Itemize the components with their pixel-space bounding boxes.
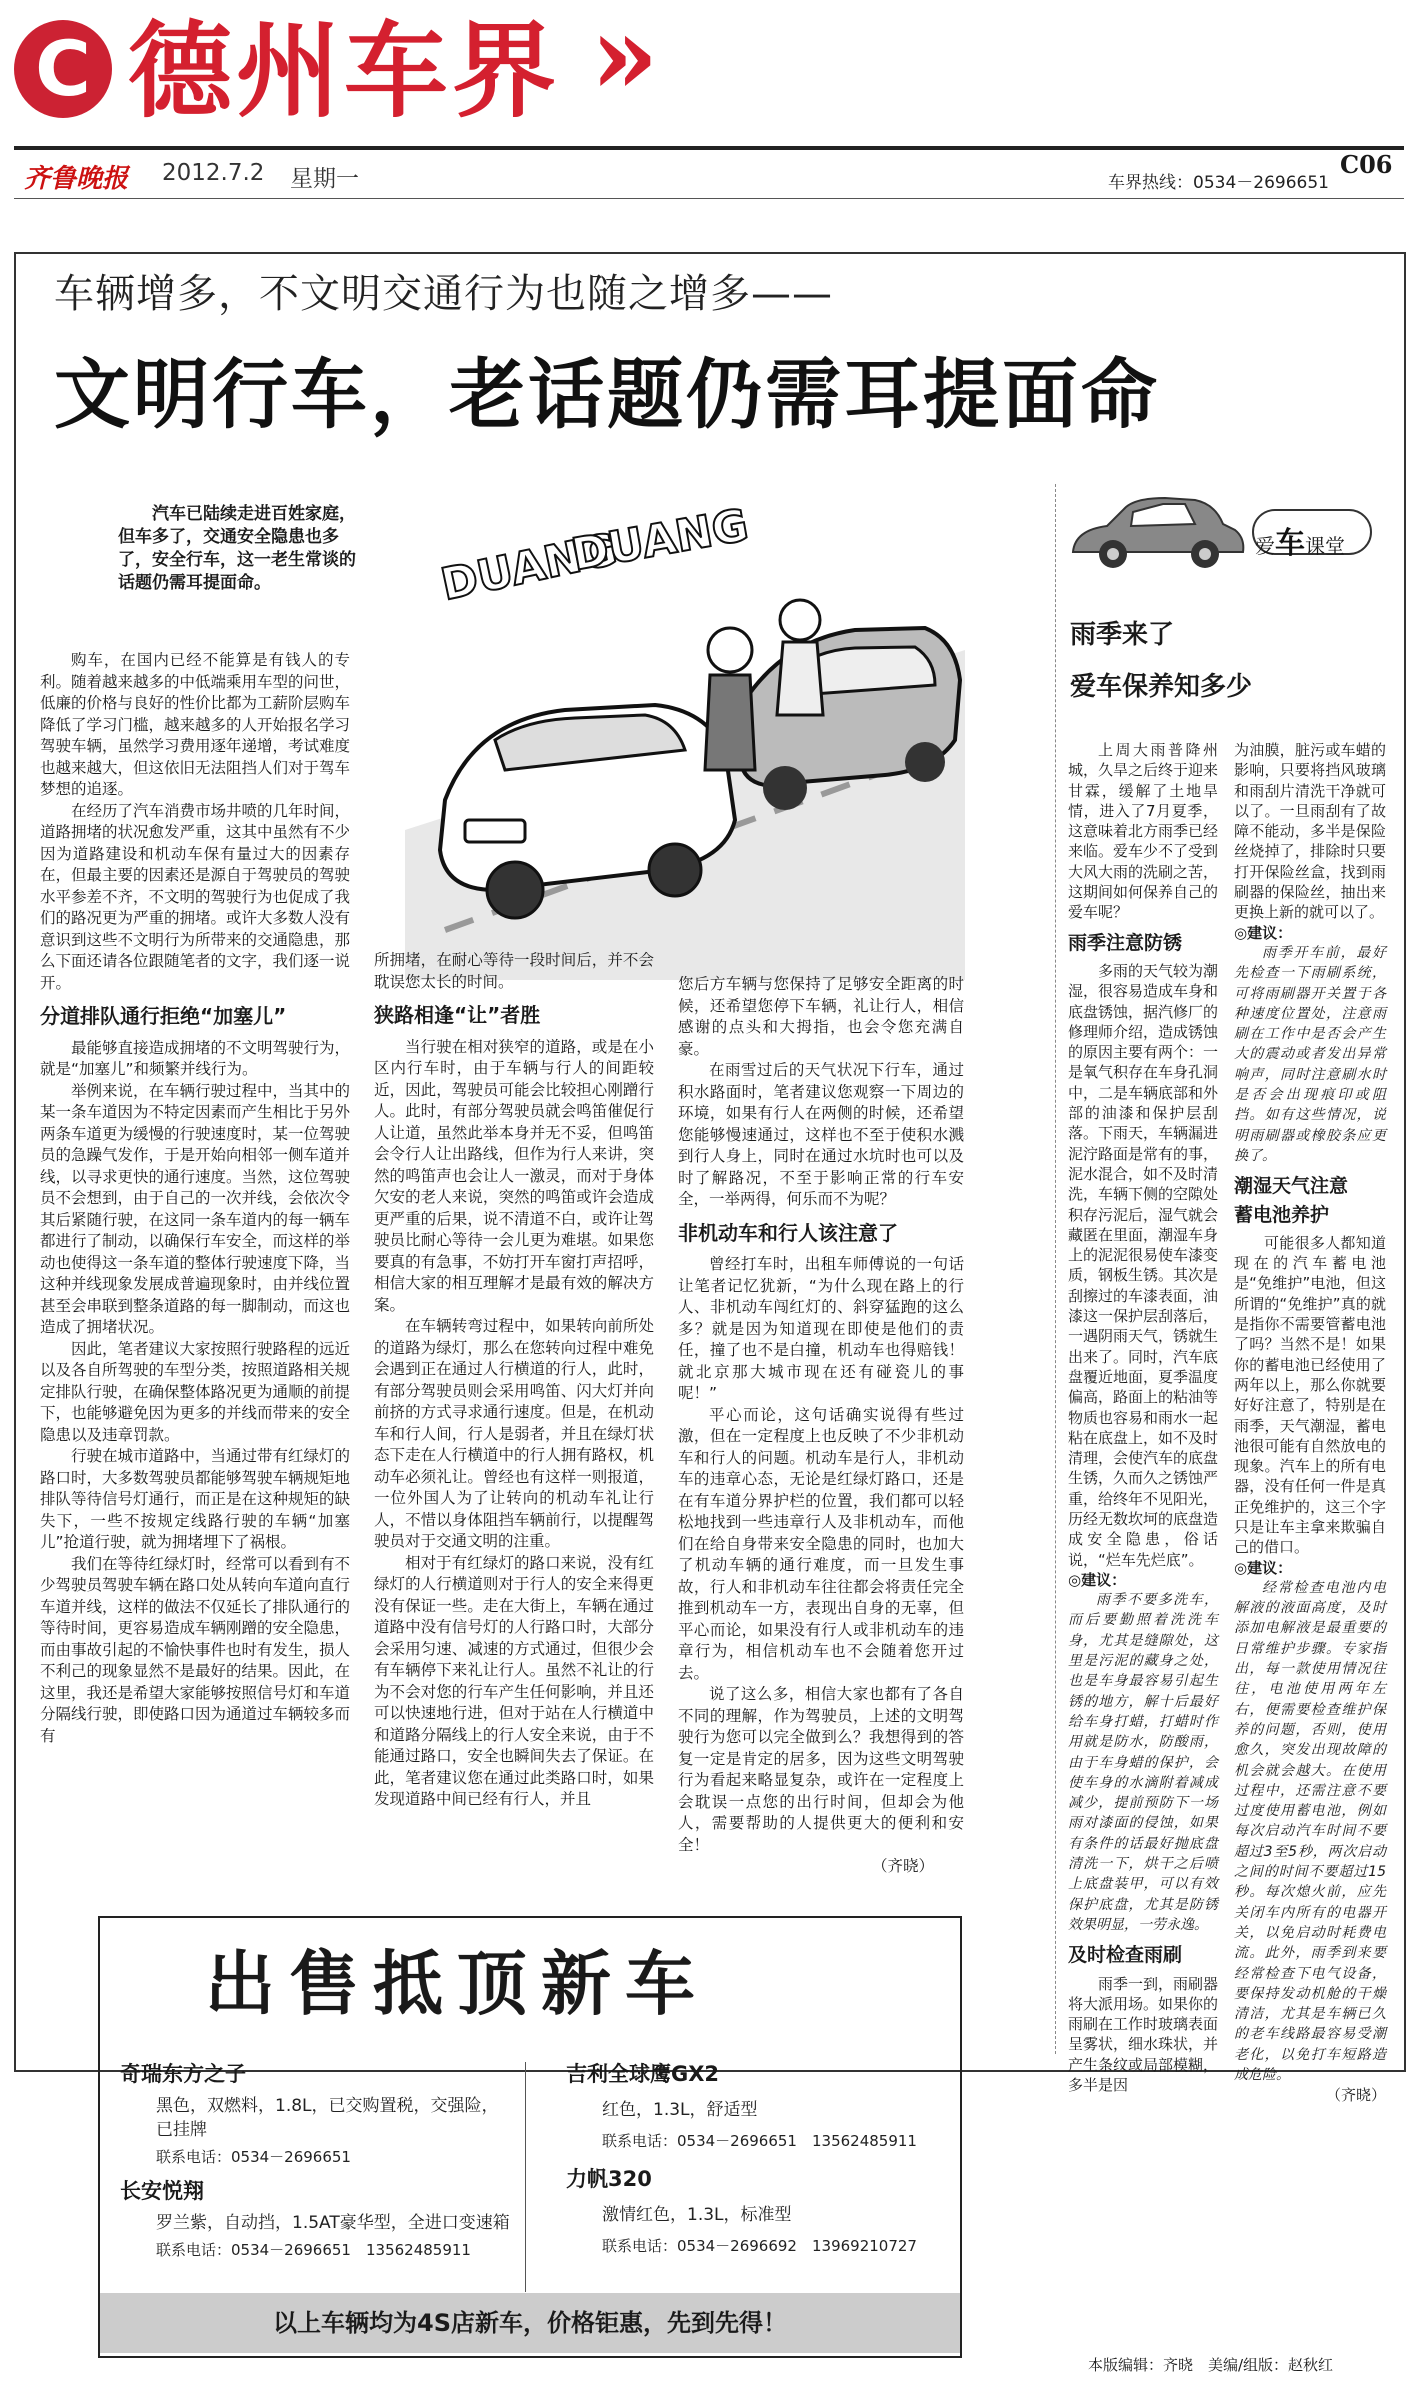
- lead-text: 汽车已陆续走进百姓家庭，但车多了，交通安全隐患也多了，安全行车，这一老生常谈的话题仍需耳提面命。: [118, 504, 356, 593]
- editor-credits: 本版编辑：齐晓 美编/组版：赵秋红: [1088, 2356, 1334, 2374]
- tip-icon: ◎: [1068, 1570, 1082, 1589]
- ad-car-model: 长安悦翔: [120, 2179, 204, 2203]
- body-paragraph: 相对于有红绿灯的路口来说，没有红绿灯的人行横道则对于行人的安全来得更没有保证一些。走在大街上，车辆在通过道路中没有信号灯的人行路口时，大部分会采用匀速、减速的方式通过，但很少会有车辆停下来礼让行人。虽然不礼让的行为不会对您的行车产生任何影响，并且还可以快速地行进，但对于站在人行横道中和道路分隔线上的行人安全来说，由于不能通过路口，安全也瞬间失去了保证。在此，笔者建议您在通过此类路口时，如果发现道路中间已经有行人，并且: [374, 1553, 654, 1808]
- intro-paragraph: 购车，在国内已经不能算是有钱人的专利。随着越来越多的中低端乘用车型的问世，低廉的价格与良好的性价比都为工薪阶层购车降低了学习门槛，越来越多的人开始报名学习驾驶车辆，虽然学习费用逐年递增，考试难度也越来越大，但这依旧无法阻挡人们对于驾车梦想的追逐。: [40, 651, 351, 798]
- section-heading-pedestrians: 非机动车和行人该注意了: [678, 1220, 898, 1245]
- ad-contact: 联系电话：0534－2696651 13562485911: [156, 2241, 471, 2259]
- masthead-title: 德州车界: [128, 9, 561, 132]
- ad-left-listings: [120, 2058, 510, 2260]
- paper-name: 齐鲁晚报: [24, 164, 129, 194]
- ad-contact: 联系电话：0534－2696651: [156, 2148, 351, 2166]
- sidebar-heading-rust: 雨季注意防锈: [1068, 931, 1183, 954]
- badge-label: [1255, 518, 1345, 562]
- cartoon-svg: [405, 500, 965, 980]
- tip-icon: ◎: [1234, 923, 1248, 942]
- sidebar-column-a: [1068, 740, 1218, 2095]
- logo-emblem: C: [14, 20, 112, 118]
- badge-car-char: 车: [1275, 526, 1305, 561]
- tip-text: 雨季开车前，最好先检查一下雨刷系统，可将雨刷器开关置于各种速度位置处，注意雨刷在工作中是否会产生大的震动或者发出异常响声，同时注意刷水时是否会出现痕印或阻挡。如有这些情况，说明雨刷器或橡胶条应更换了。: [1234, 944, 1386, 1164]
- ad-divider: [525, 2062, 526, 2292]
- masthead-quote-mark: »: [590, 0, 659, 119]
- sound-effect-1: DUANG: [436, 523, 622, 611]
- ad-footer-banner: 以上车辆均为4S店新车，价格钜惠，先到先得！: [100, 2293, 960, 2353]
- page-number: C06: [1340, 150, 1393, 179]
- body-paragraph: 当行驶在相对狭窄的道路，或是在小区内行车时，由于车辆与行人的间距较近，因此，驾驶员可能会比较担心刚蹭行人。此时，有部分驾驶员就会鸣笛催促行人让道，虽然此举本身并无不妥，但鸣笛会令行人让出路线，但作为行人来讲，突然的鸣笛声也会让人一激灵，而对于身体欠安的老人来说，突然的鸣笛或许会造成更严重的后果，说不清道不白，或许让驾驶员比耐心等待一会儿更为难堪。如果您要真的有急事，不妨打开车窗打声招呼，相信大家的相互理解才是最有效的解决方案。: [374, 1037, 654, 1314]
- sidebar-paragraph: 可能很多人都知道现在的汽车蓄电池是“免维护”电池，但这所谓的“免维护”真的就是指你不需要管蓄电池了吗？当然不是！如果你的蓄电池已经使用了两年以上，那么你就要好好注意了，特别是在雨季，天气潮湿，蓄电池很可能有自然放电的现象。汽车上的所有电器，没有任何一件是真正免维护的，这三个字只是让车主拿来欺骗自己的借口。: [1234, 1233, 1386, 1557]
- tip-label: ◎建议：: [1068, 1570, 1127, 1589]
- ad-car-desc: 黑色，双燃料，1.8L，已交购置税，交强险，已挂牌: [156, 2096, 499, 2140]
- ad-car-model: 吉利全球鹰GX2: [566, 2062, 720, 2086]
- ad-car-desc: 红色，1.3L，舒适型: [602, 2100, 758, 2120]
- body-paragraph: 在车辆转弯过程中，如果转向前所处的道路为绿灯，那么在您转向过程中难免会遇到正在通过人行横道的行人，此时，有部分驾驶员则会采用鸣笛、闪大灯并向前挤的方式寻求通行速度。但是，在机动车和行人间，行人是弱者，并且在绿灯状态下走在人行横道中的行人拥有路权，机动车必须礼让。曾经也有这样一则报道，一位外国人为了让转向的机动车礼让行人，不惜以身体阻挡车辆前行，以提醒驾驶员对于交通文明的注重。: [374, 1317, 654, 1550]
- body-paragraph: 因此，笔者建议大家按照行驶路程的远近以及各自所驾驶的车型分类，按照道路相关规定排队行驶，在确保整体路况更为通顺的前提下，也能够避免因为更多的并线而带来的安全隐患以及违章罚款。: [40, 1339, 351, 1444]
- sidebar-paragraph: 雨季一到，雨刷器将大派用场。如果你的雨刷在工作时玻璃表面呈雾状，细水珠状，并产生条纹或局部模糊，多半是因: [1068, 1974, 1219, 2094]
- article-headline: 文明行车，老话题仍需耳提面命: [54, 350, 1160, 439]
- sidebar-paragraph: 多雨的天气较为潮湿，很容易造成车身和底盘锈蚀，据汽修厂的修理师介绍，造成锈蚀的原因主要有两个：一是氧气积存在车身孔洞中，二是车辆底部和外部的油漆和保护层刮落。下雨天，车辆漏进泥泞路面是常有的事，泥水混合，如不及时清洗，车辆下侧的空隙处积存污泥后，湿气就会藏匿在里面，潮湿车身上的泥泥很易使车漆变质，钢板生锈。其次是刮擦过的车漆表面，油漆这一保护层刮落后，一遇阴雨天气，锈就生出来了。同时，汽车底盘覆近地面，夏季温度偏高，路面上的粘油等物质也容易和雨水一起粘在底盘上，如不及时清理，会使汽车的底盘生锈，久而久之锈蚀严重，给终年不见阳光，历经无数坎坷的底盘造成安全隐患，俗话说，“烂车先烂底”。: [1068, 961, 1219, 1569]
- ad-contact: 联系电话：0534－2696692 13969210727: [602, 2237, 917, 2255]
- sidebar-subtitle: 爱车保养知多少: [1070, 672, 1253, 702]
- ad-car-model: 奇瑞东方之子: [120, 2062, 246, 2086]
- badge-suffix: 课堂: [1305, 534, 1345, 558]
- tip-label: ◎建议：: [1234, 923, 1293, 942]
- body-paragraph: 曾经打车时，出租车师傅说的一句话让笔者记忆犹新，“为什么现在路上的行人、非机动车闯红灯的、斜穿猛跑的这么多？就是因为知道现在即使是他们的责任，撞了也不是白撞，机动车也得赔钱！就北京那大城市现在还有碰瓷儿的事呢！”: [678, 1255, 964, 1402]
- traffic-cartoon-illustration: [405, 500, 965, 980]
- article-column-3: [678, 974, 964, 1878]
- sound-effect-2: DUANG: [568, 500, 753, 581]
- body-paragraph: 最能够直接造成拥堵的不文明驾驶行为，就是“加塞儿”和频繁并线行为。: [40, 1038, 351, 1078]
- body-paragraph: 说了这么多，相信大家也都有了各自不同的理解，作为驾驶员，上述的文明驾驶行为您可以完全做到么？我想得到的答复一定是肯定的居多，因为这些文明驾驶行为看起来略显复杂，或许在一定程度上会耽误一点您的出行时间，但却会为他人，需要帮助的人提供更大的便利和安全！: [678, 1685, 964, 1854]
- ad-right-listings: [566, 2058, 946, 2256]
- body-paragraph: 在雨雪过后的天气状况下行车，通过积水路面时，笔者建议您观察一下周边的环境，如果有行人在两侧的时候，还希望您能够慢速通过，这样也不至于使积水溅到行人身上，同时在通过水坑时也可以及时了解路况，不至于影响正常的行车安全，一举两得，何乐而不为呢？: [678, 1061, 964, 1208]
- byline: （齐晓）: [1325, 2086, 1386, 2105]
- sidebar-title: 雨季来了: [1070, 620, 1175, 650]
- car-class-badge: [1055, 488, 1375, 588]
- body-paragraph: 行驶在城市道路中，当通过带有红绿灯的路口时，大多数驾驶员都能够驾驶车辆规矩地排队等待信号灯通行，而正是在这种规矩的缺失下，一些不按规定线路行驶的车辆“加塞儿”抢道行驶，就为拥堵埋下了祸根。: [40, 1447, 351, 1551]
- article-lead: [118, 503, 370, 595]
- tip-icon: ◎: [1234, 1558, 1248, 1577]
- header-rule: [14, 146, 1404, 150]
- sidebar-heading-wiper: 及时检查雨刷: [1068, 1944, 1183, 1967]
- tip-label: ◎建议：: [1234, 1558, 1293, 1577]
- ad-contact: 联系电话：0534－2696651 13562485911: [602, 2132, 917, 2150]
- tip-text: 经常检查电池内电解液的液面高度，及时添加电解液是最重要的日常维护步骤。专家指出，每一款使用情况往往，电池使用两年左右，便需要检查维护保养的问题，否则，使用愈久，突发出现故障的机会就会越大。在使用过程中，还需注意不要过度使用蓄电池，例如每次启动汽车时间不要超过3至5秒，两次启动之间的时间不要超过15秒。每次熄火前，应先关闭车内所有的电器开关，以免启动时耗费电流。此外，雨季到来要经常检查下电气设备，要保持发动机舱的干燥清洁，尤其是车辆已久的老车线路最容易受潮老化，以免打车短路造成危险。: [1234, 1579, 1386, 2083]
- body-paragraph: 您后方车辆与您保持了足够安全距离的时候，还希望您停下车辆，礼让行人，相信感谢的点头和大拇指，也会令您充满自豪。: [678, 975, 964, 1058]
- hotline: 车界热线：0534－2696651: [1108, 173, 1329, 193]
- sidebar-heading-humid: 潮湿天气注意: [1234, 1175, 1349, 1198]
- body-paragraph: 所拥堵，在耐心等待一段时间后，并不会耽误您太长的时间。: [374, 951, 654, 991]
- ad-title: 出售抵顶新车: [205, 1942, 709, 2025]
- body-paragraph: 举例来说，在车辆行驶过程中，当其中的某一条车道因为不特定因素而产生相比于另外两条车道更为缓慢的行驶速度时，某一位驾驶员的急躁气发作，于是开始向相邻一侧车道并线，以寻求更快的通行速度。当然，这位驾驶员不会想到，由于自己的一次并线，会依次令其后紧随行驶，在这同一条车道内的每一辆车都进行了制动，以确保行车安全，而这样的举动也使得这一条车道的整体行驶速度下降，当这种并线现象发展成普遍现象时，由并线位置甚至会串联到整条道路的每一脚制动，而这也造成了拥堵状况。: [40, 1081, 351, 1336]
- tip-text: 雨季不要多洗车，而后要勤照着洗洗车身，尤其是缝隙处，这里是污泥的藏身之处，也是车身最容易引起生锈的地方，解十后最好给车身打蜡，打蜡时作用就是防水，防酸雨，由于车身蜡的保护，会使车身的水滴附着减成减少，提前预防下一场雨对漆面的侵蚀，如果有条件的话最好抛底盘清洗一下，烘干之后喷上底盘装甲，可以有效保护底盘，尤其是防锈效果明显，一劳永逸。: [1068, 1592, 1218, 1933]
- weekday: 星期一: [290, 166, 359, 192]
- article-column-1: [40, 650, 350, 1747]
- section-heading-merge: 分道排队通行拒绝“加塞儿”: [40, 1004, 287, 1028]
- header-subrule: [14, 198, 1404, 199]
- badge-prefix: 爱: [1255, 534, 1275, 558]
- issue-date: 2012.7.2: [162, 160, 265, 186]
- body-paragraph: 平心而论，这句话确实说得有些过激，但在一定程度上也反映了不少非机动车和行人的问题。机动车是行人，非机动车的违章心态，无论是红绿灯路口，还是在有车道分界护栏的位置，我们都可以轻松地找到一些违章行人及非机动车，而他们在给自身带来安全隐患的同时，也加大了机动车辆的通行难度，而一旦发生事故，行人和非机动车往往都会将责任完全推到机动车一方，表现出自身的无辜，但平心而论，如果没有行人或非机动车的违章行为，相信机动车也不会随着您开过去。: [678, 1405, 964, 1682]
- section-heading-yield: 狭路相逢“让”者胜: [374, 1003, 541, 1027]
- ad-car-desc: 罗兰紫，自动挡，1.5AT豪华型，全进口变速箱: [156, 2213, 510, 2233]
- body-paragraph: 我们在等待红绿灯时，经常可以看到有不少驾驶员驾驶车辆在路口处从转向车道向直行车道并线，这样的做法不仅延长了排队通行的等待时间，更容易造成车辆刚蹭的安全隐患，而由事故引起的不愉快事件也时有发生，损人不利己的现象显然不是最好的结果。因此，在这里，我还是希望大家能够按照信号灯和车道分隔线行驶，即使路口因为通道过车辆较多而有: [40, 1554, 351, 1745]
- sidebar-heading-battery: 蓄电池养护: [1234, 1203, 1330, 1226]
- article-column-2: [374, 950, 654, 1811]
- ad-car-model: 力帆320: [566, 2167, 652, 2191]
- byline: （齐晓）: [871, 1857, 934, 1875]
- article-kicker: 车辆增多，不文明交通行为也随之增多——: [54, 271, 833, 317]
- ad-car-desc: 激情红色，1.3L，标准型: [602, 2205, 792, 2225]
- sidebar-paragraph: 上周大雨普降州城，久旱之后终于迎来甘霖，缓解了土地旱情，进入了7月夏季，这意味着北方雨季已经来临。爱车少不了受到大风大雨的洗刷之苦，这期间如何保养自己的爱车呢？: [1068, 741, 1219, 922]
- sidebar-column-b: [1234, 740, 1386, 2106]
- intro-paragraph: 在经历了汽车消费市场井喷的几年时间，道路拥堵的状况愈发严重，这其中虽然有不少因为道路建设和机动车保有量过大的因素存在，但最主要的因素还是源自于驾驶员的驾驶水平参差不齐，不文明的驾驶行为也促成了我们的路况更为严重的拥堵。或许大多数人没有意识到这些不文明行为所带来的交通隐患，那么下面还请各位跟随笔者的文字，我们逐一说开。: [40, 801, 351, 992]
- sidebar-paragraph: 为油膜，脏污或车蜡的影响，只要将挡风玻璃和雨刮片清洗干净就可以了。一旦雨刮有了故障不能动，多半是保险丝烧掉了，排除时只要打开保险丝盒，找到雨刷器的保险丝，抽出来更换上新的就可以了。: [1234, 741, 1386, 922]
